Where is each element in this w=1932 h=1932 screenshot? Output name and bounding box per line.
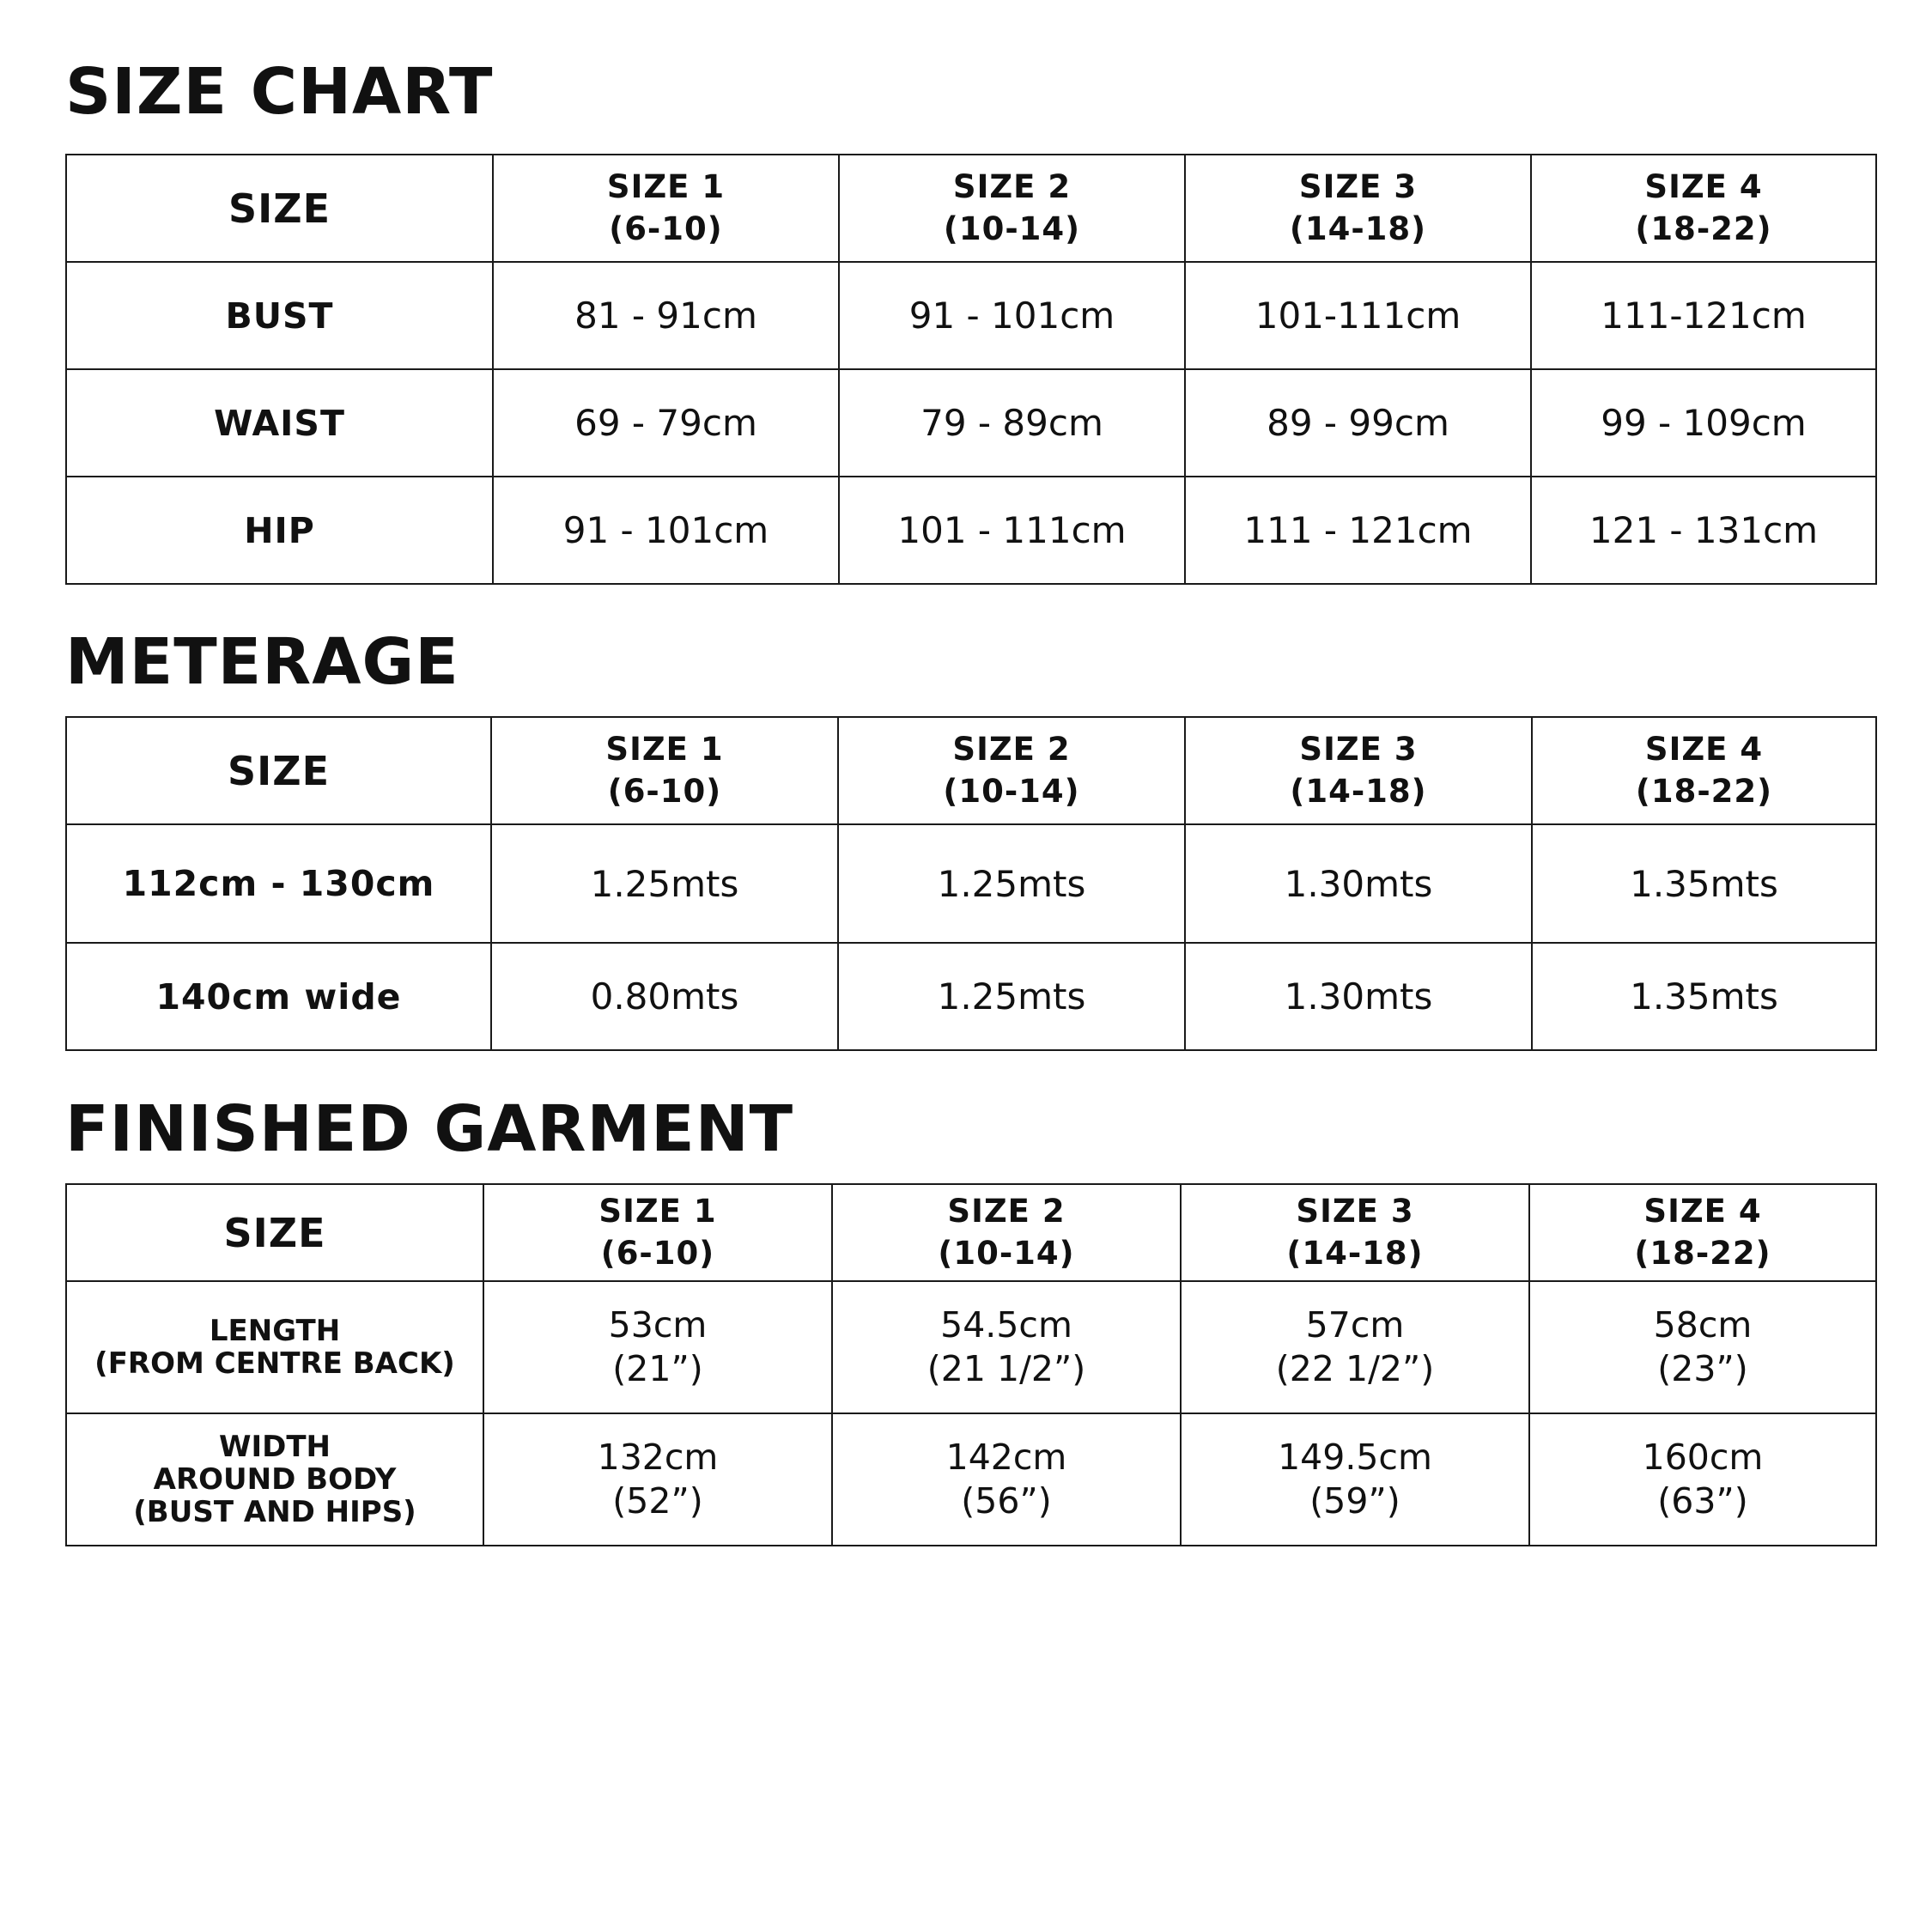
table-cell: 160cm (63”) — [1529, 1413, 1876, 1546]
size-chart-col-size-2: SIZE 2 (10-14) — [839, 155, 1185, 262]
row-label: 140cm wide — [66, 943, 491, 1050]
table-cell: 58cm (23”) — [1529, 1281, 1876, 1413]
meterage-size-header: SIZE — [66, 717, 491, 824]
finished-garment-row-length — [66, 1281, 1876, 1413]
table-cell: 0.80mts — [491, 943, 838, 1050]
size-chart-row-hip — [66, 477, 1876, 584]
table-cell: 132cm (52”) — [483, 1413, 832, 1546]
table-cell: 57cm (22 1/2”) — [1181, 1281, 1529, 1413]
row-label: WAIST — [66, 369, 493, 477]
meterage-table — [65, 716, 1877, 1051]
row-label: LENGTH (FROM CENTRE BACK) — [66, 1281, 483, 1413]
table-cell: 99 - 109cm — [1531, 369, 1876, 477]
table-cell: 142cm (56”) — [832, 1413, 1181, 1546]
size-chart-title: SIZE CHART — [65, 55, 494, 129]
table-cell: 1.35mts — [1532, 943, 1876, 1050]
row-label: 112cm - 130cm — [66, 824, 491, 943]
row-label: WIDTH AROUND BODY (BUST AND HIPS) — [66, 1413, 483, 1546]
table-cell: 111 - 121cm — [1185, 477, 1531, 584]
finished-garment-col-size-4: SIZE 4 (18-22) — [1529, 1184, 1876, 1281]
meterage-col-size-4: SIZE 4 (18-22) — [1532, 717, 1876, 824]
table-cell: 79 - 89cm — [839, 369, 1185, 477]
finished-garment-table — [65, 1183, 1877, 1546]
finished-garment-row-width — [66, 1413, 1876, 1546]
table-cell: 111-121cm — [1531, 262, 1876, 369]
meterage-row-112-130 — [66, 824, 1876, 943]
size-chart-table — [65, 154, 1877, 585]
table-cell: 1.25mts — [838, 943, 1185, 1050]
table-cell: 121 - 131cm — [1531, 477, 1876, 584]
table-cell: 53cm (21”) — [483, 1281, 832, 1413]
finished-garment-title: FINISHED GARMENT — [65, 1092, 794, 1166]
finished-garment-col-size-3: SIZE 3 (14-18) — [1181, 1184, 1529, 1281]
size-chart-header-row — [66, 155, 1876, 262]
table-cell: 1.25mts — [491, 824, 838, 943]
table-cell: 91 - 101cm — [493, 477, 839, 584]
row-label: BUST — [66, 262, 493, 369]
size-chart-col-size-3: SIZE 3 (14-18) — [1185, 155, 1531, 262]
finished-garment-size-header: SIZE — [66, 1184, 483, 1281]
finished-garment-col-size-2: SIZE 2 (10-14) — [832, 1184, 1181, 1281]
meterage-header-row — [66, 717, 1876, 824]
size-chart-row-bust — [66, 262, 1876, 369]
table-cell: 101 - 111cm — [839, 477, 1185, 584]
finished-garment-col-size-1: SIZE 1 (6-10) — [483, 1184, 832, 1281]
table-cell: 91 - 101cm — [839, 262, 1185, 369]
table-cell: 81 - 91cm — [493, 262, 839, 369]
meterage-row-140-wide — [66, 943, 1876, 1050]
meterage-col-size-2: SIZE 2 (10-14) — [838, 717, 1185, 824]
table-cell: 1.30mts — [1185, 943, 1532, 1050]
size-chart-size-header: SIZE — [66, 155, 493, 262]
meterage-col-size-3: SIZE 3 (14-18) — [1185, 717, 1532, 824]
table-cell: 101-111cm — [1185, 262, 1531, 369]
meterage-title: METERAGE — [65, 625, 459, 699]
table-cell: 1.25mts — [838, 824, 1185, 943]
size-chart-col-size-1: SIZE 1 (6-10) — [493, 155, 839, 262]
table-cell: 1.30mts — [1185, 824, 1532, 943]
table-cell: 89 - 99cm — [1185, 369, 1531, 477]
row-label: HIP — [66, 477, 493, 584]
table-cell: 54.5cm (21 1/2”) — [832, 1281, 1181, 1413]
finished-garment-header-row — [66, 1184, 1876, 1281]
size-chart-row-waist — [66, 369, 1876, 477]
table-cell: 1.35mts — [1532, 824, 1876, 943]
size-chart-col-size-4: SIZE 4 (18-22) — [1531, 155, 1876, 262]
table-cell: 69 - 79cm — [493, 369, 839, 477]
table-cell: 149.5cm (59”) — [1181, 1413, 1529, 1546]
meterage-col-size-1: SIZE 1 (6-10) — [491, 717, 838, 824]
